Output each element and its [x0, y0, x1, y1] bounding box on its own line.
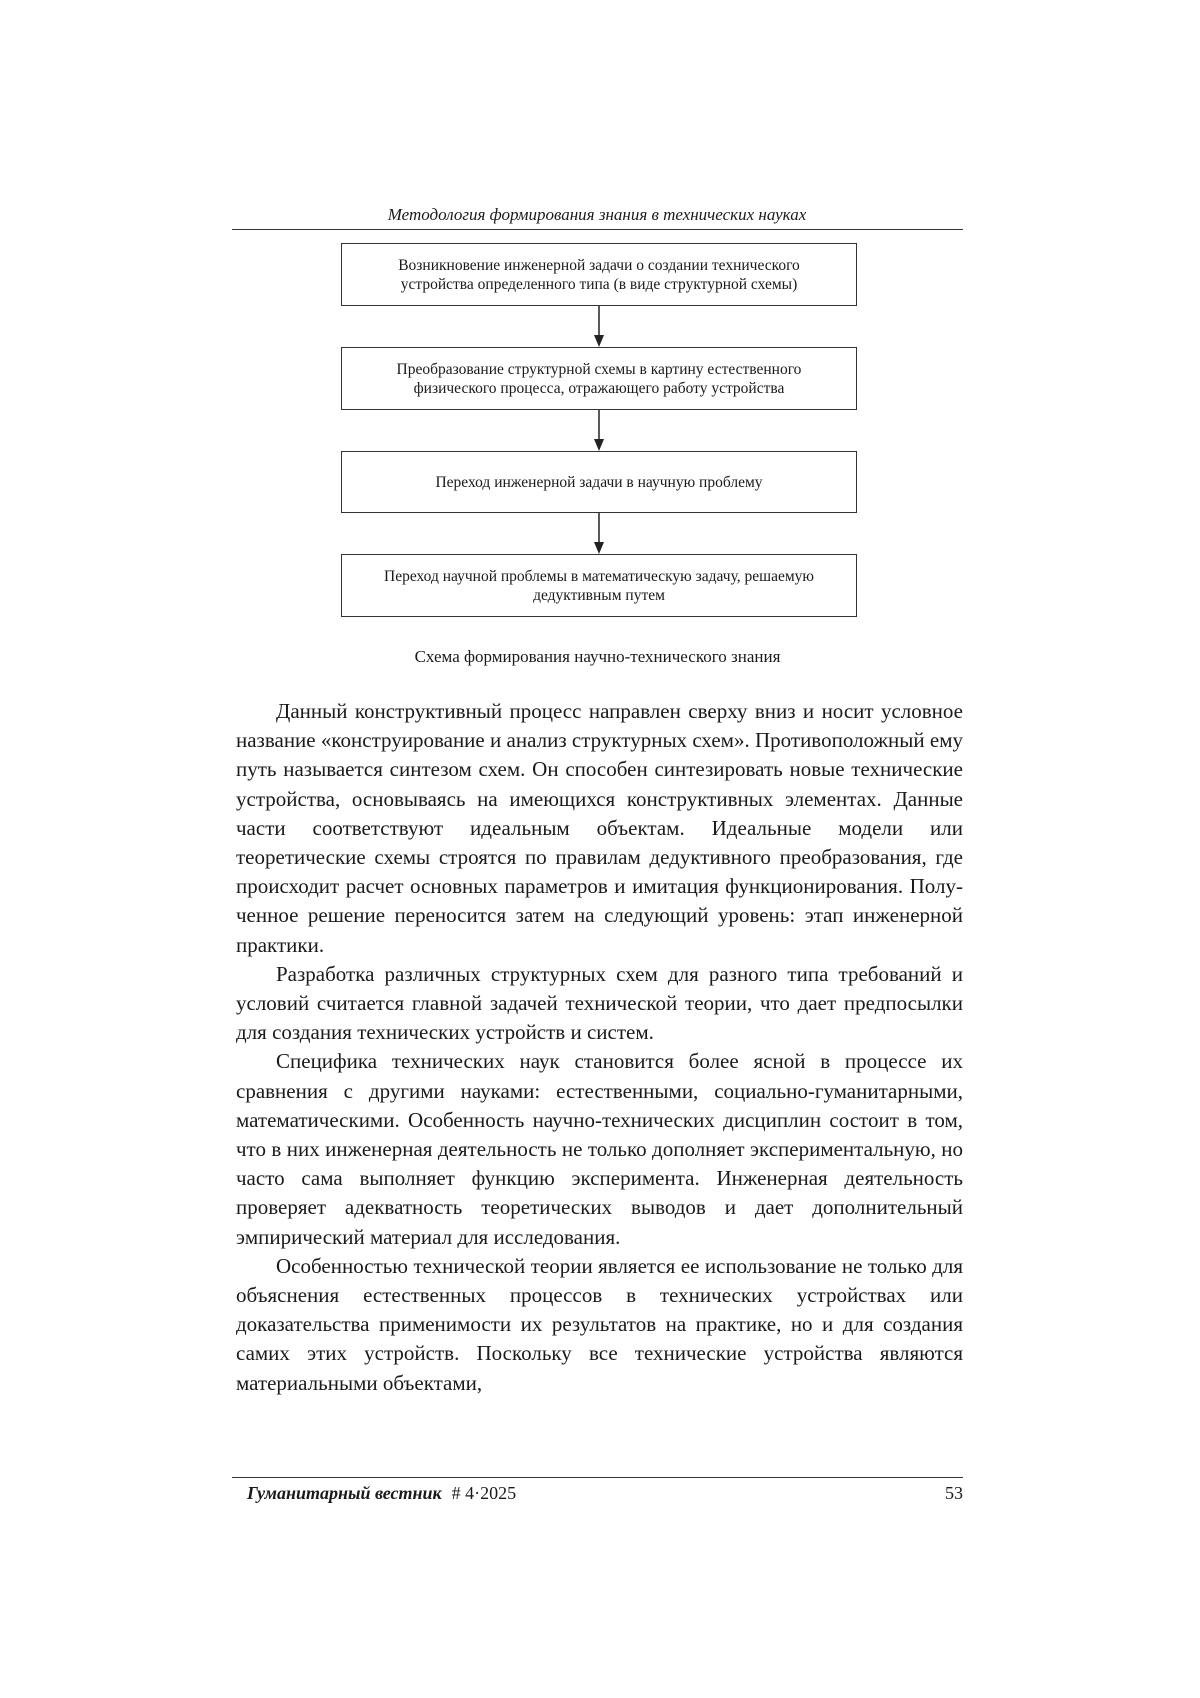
flowchart-step-4 — [341, 554, 857, 617]
flowchart-arrow-1 — [591, 306, 607, 347]
paragraph-2: Разработка различных структурных схем для разного типа требований и условий считается главной задачей технической теории, что дает предпосылки для создания технических устройств и систем. — [236, 961, 963, 1045]
paragraph-1: Данный конструктивный процесс направлен сверху вниз и носит условное название «конструирование и анализ структурных схем». Противоположный ему путь называется синтезом схем. Он способен синтезировать новые технические устройства, основываясь на имеющихся конструктивных элементах. Данные части соответствуют идеальным объектам. Идеальные модели или теоретические схемы строятся по правилам дедуктивного преобразования, где происходит расчет основных параметров и имитация функционирования. Полученное решение переносится затем на следующий уровень: этап инженерной практики. — [236, 699, 963, 957]
article-body — [236, 697, 963, 1398]
flowchart-step-4-text: Переход научной проблемы в математическую задачу, решаемую дедуктивным путем — [384, 567, 814, 604]
flowchart-step-1 — [341, 243, 857, 306]
header-rule — [232, 229, 963, 230]
flowchart-arrow-2 — [591, 410, 607, 451]
paragraph-4: Особенностью технической теории является ее использование не только для объяснения естественных процессов в технических устройствах или доказательства применимости их результатов на практике, но и для создания самих этих устройств. Поскольку все технические устройства являются материальными объектами, — [236, 1253, 963, 1395]
journal-name: Гуманитарный вестник — [247, 1483, 442, 1503]
footer-rule — [232, 1477, 963, 1478]
page-number: 53 — [945, 1483, 963, 1503]
flowchart-arrow-3 — [591, 513, 607, 554]
figure-caption: Схема формирования научно-технического знания — [414, 647, 781, 666]
paragraph-3: Специфика технических наук становится более ясной в процессе их сравнения с другими науками: естественными, социально-гуманитарными, математическими. Особенность научно-технических дисциплин состоит в том, что в них инженерная деятельность не только дополняет экспериментальную, но часто сама выполняет функцию эксперимента. Инженерная деятельность проверяет адекватность теоретических выводов и дает дополнительный эмпирический материал для исследования. — [236, 1049, 963, 1249]
footer-journal — [247, 1482, 516, 1504]
flowchart-step-2-text: Преобразование структурной схемы в картину естественного физического процесса, отражающего работу устройства — [396, 360, 802, 397]
flowchart-step-3 — [341, 451, 857, 513]
flowchart-step-1-text: Возникновение инженерной задачи о создании технического устройства определенного типа (в виде структурной схемы) — [398, 256, 800, 293]
running-header: Методология формирования знания в технических науках — [387, 205, 807, 224]
issue-number: # 4·2025 — [451, 1483, 517, 1503]
flowchart-step-2 — [341, 347, 857, 410]
flowchart-step-3-text: Переход инженерной задачи в научную проблему — [435, 473, 763, 491]
